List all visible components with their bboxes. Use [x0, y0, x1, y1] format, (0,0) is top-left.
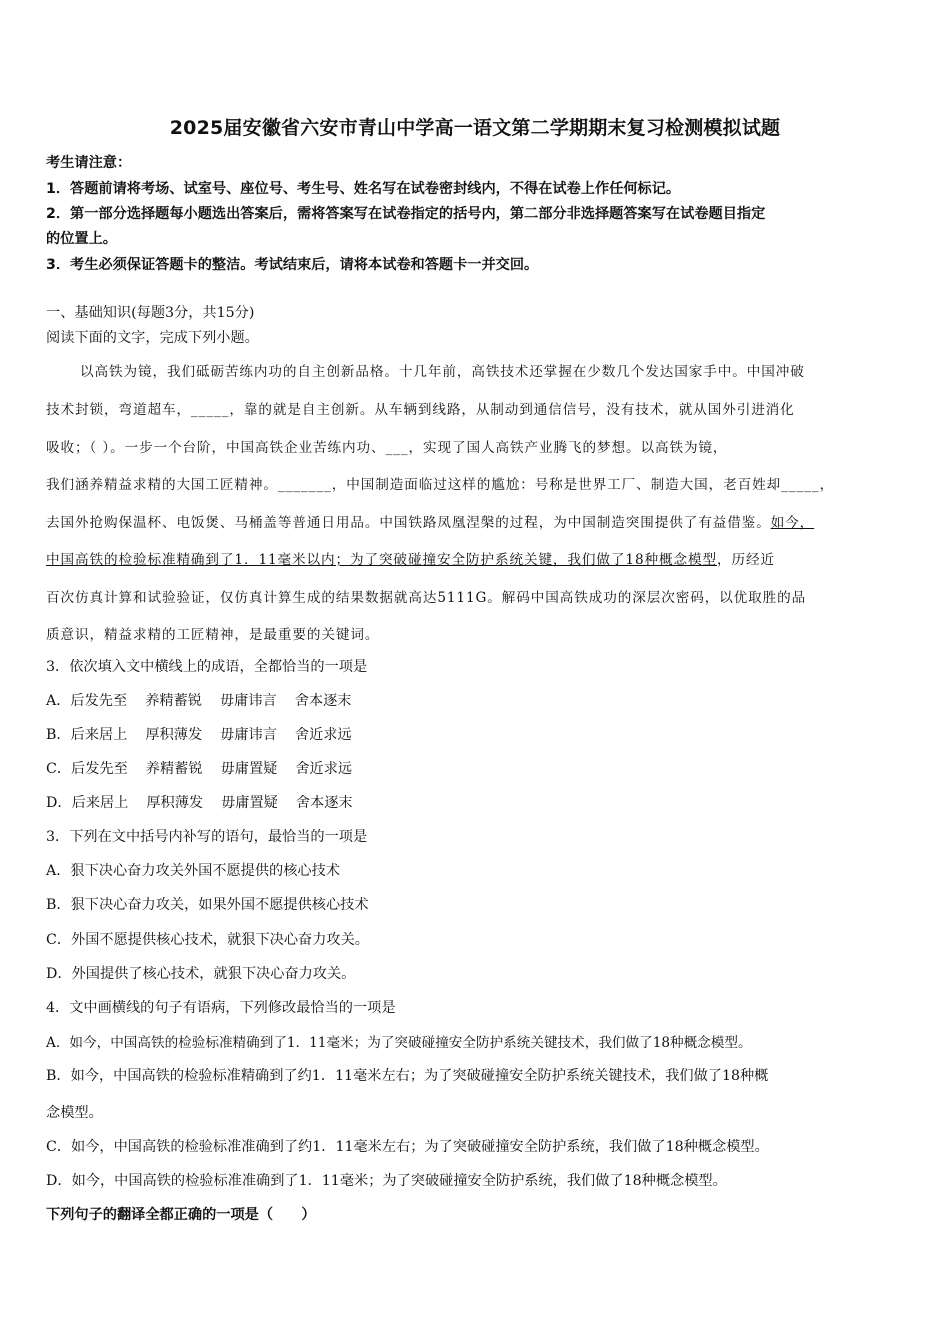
passage-line-6: [46, 548, 775, 568]
q3-option-a: A．如今，中国高铁的检验标准精确到了1．11毫米；为了突破碰撞安全防护系统关键技术，我们做了18种概念模型。: [46, 1035, 752, 1051]
passage-text: 去国外抢购保温杯、电饭煲、马桶盖等普通日用品。中国铁路凤凰涅槃的过程，为中国制造突围提供了有益借鉴。: [46, 515, 771, 531]
option-text: 毋庸讳言: [220, 727, 277, 743]
question-4-stem: 下列句子的翻译全都正确的一项是（ ）: [46, 1207, 316, 1223]
q2-option-d: D．外国提供了核心技术，就狠下决心奋力攻关。: [46, 966, 356, 982]
option-text: 毋庸置疑: [221, 795, 278, 811]
q1-option-c: [46, 758, 352, 778]
underlined-sentence: 如今，: [770, 515, 815, 531]
q1-option-a: [46, 690, 351, 710]
option-text: 毋庸讳言: [219, 693, 277, 709]
section-heading: 一、基础知识(每题3分，共15分): [46, 305, 255, 321]
q2-option-c: C．外国不愿提供核心技术，就狠下决心奋力攻关。: [46, 932, 369, 948]
underlined-sentence: 中国高铁的检验标准精确到了1．11毫米以内；为了突破碰撞安全防护系统关键，我们做了18种概念模型: [46, 552, 717, 568]
passage-line-4: 我们涵养精益求精的大国工匠精神。_______，中国制造面临过这样的尴尬：号称是世界工厂、制造大国，老百姓却_____，: [46, 477, 835, 493]
section-intro: 阅读下面的文字，完成下列小题。: [46, 330, 259, 346]
q3-option-b: B．如今，中国高铁的检验标准精确到了约1．11毫米左右；为了突破碰撞安全防护系统关键技术，我们做了18种概: [46, 1068, 769, 1084]
q2-option-b: B．狠下决心奋力攻关，如果外国不愿提供核心技术: [46, 897, 369, 913]
passage-text: ，历经近: [716, 552, 775, 568]
passage-line-8: 质意识，精益求精的工匠精神，是最重要的关键词。: [46, 627, 380, 643]
passage-line-1: 以高铁为镜，我们砥砺苦练内功的自主创新品格。十几年前，高铁技术还掌握在少数几个发达国家手中。中国冲破: [80, 364, 805, 380]
option-text: 养精蓄锐: [145, 761, 203, 777]
option-text: 毋庸置疑: [220, 761, 278, 777]
option-text: C．后发先至: [46, 761, 128, 777]
notice-item-1: 1．答题前请将考场、试室号、座位号、考生号、姓名写在试卷密封线内，不得在试卷上作任何标记。: [46, 181, 681, 197]
question-1-stem: 3．依次填入文中横线上的成语，全都恰当的一项是: [46, 659, 368, 675]
option-text: D．后来居上: [46, 795, 129, 811]
option-text: 厚积薄发: [146, 795, 204, 811]
page-title: 2025届安徽省六安市青山中学高一语文第二学期期末复习检测模拟试题: [169, 117, 781, 139]
notice-item-3: 3．考生必须保证答题卡的整洁。考试结束后，请将本试卷和答题卡一并交回。: [46, 257, 539, 273]
option-text: B．后来居上: [46, 727, 128, 743]
q3-option-c: C．如今，中国高铁的检验标准准确到了约1．11毫米左右；为了突破碰撞安全防护系统，我们做了18种概念模型。: [46, 1139, 769, 1155]
option-text: 舍本逐末: [294, 693, 352, 709]
q3-option-d: D．如今，中国高铁的检验标准准确到了1．11毫米；为了突破碰撞安全防护系统，我们做了18种概念模型。: [46, 1173, 727, 1189]
passage-line-2: 技术封锁，弯道超车，_____，靠的就是自主创新。从车辆到线路，从制动到通信信号，没有技术，就从国外引进消化: [46, 402, 795, 418]
question-2-stem: 3．下列在文中括号内补写的语句，最恰当的一项是: [46, 829, 368, 845]
option-text: 舍近求远: [295, 761, 353, 777]
notice-item-2-cont: 的位置上。: [46, 231, 117, 247]
option-text: A．后发先至: [46, 693, 128, 709]
q1-option-d: [46, 792, 353, 812]
q2-option-a: A．狠下决心奋力攻关外国不愿提供的核心技术: [46, 863, 340, 879]
q3-option-b-cont: 念模型。: [46, 1105, 103, 1121]
question-3-stem: 4．文中画横线的句子有语病，下列修改最恰当的一项是: [46, 1000, 396, 1016]
notice-heading: 考生请注意：: [46, 155, 132, 171]
passage-line-7: 百次仿真计算和试验验证，仅仿真计算生成的结果数据就高达5111G。解码中国高铁成功的深层次密码，以优取胜的品: [46, 590, 807, 606]
option-text: 养精蓄锐: [145, 693, 202, 709]
passage-line-5: [46, 511, 814, 531]
notice-item-2: 2．第一部分选择题每小题选出答案后，需将答案写在试卷指定的括号内，第二部分非选择题答案写在试卷题目指定: [46, 206, 766, 222]
option-text: 厚积薄发: [145, 727, 203, 743]
option-text: 舍本逐末: [295, 795, 353, 811]
option-text: 舍近求远: [294, 727, 352, 743]
passage-line-3: 吸收；（ ）。一步一个台阶，中国高铁企业苦练内功、___，实现了国人高铁产业腾飞的梦想。以高铁为镜，: [46, 440, 728, 456]
q1-option-b: [46, 724, 352, 744]
